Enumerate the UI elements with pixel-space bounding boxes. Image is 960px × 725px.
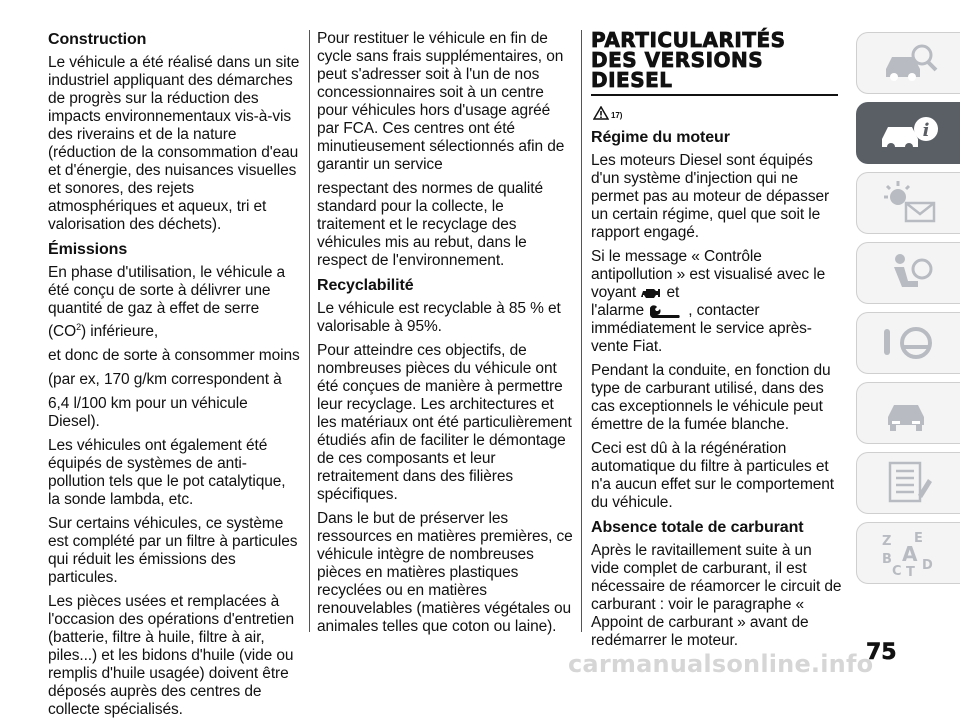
column-left <box>48 30 300 725</box>
paragraph: respectant des normes de qualité standard pour la collecte, le traitement et le recyclage des véhicules mis au rebut, dans le respect de l'environnement. <box>317 180 543 269</box>
construction-text: Le véhicule a été réalisé dans un site industriel appliquant des démarches de progrès sur la réduction des impacts environnementaux vis-à-vis des riverains et de la nature (réduction de la consommation d'eau et d'énergie, des nuisances visuelles et sonores, des rejets atmosphériques et aqueux, tri et valorisation des déchets). <box>48 54 300 233</box>
svg-text:i: i <box>922 120 929 141</box>
svg-text:E: E <box>913 531 923 546</box>
emissions-paragraph: Les véhicules ont également été équipés de systèmes de anti-pollution tels que le pot catalytique, la sonde lambda, etc. <box>48 437 286 509</box>
spanner-alarm-icon <box>648 304 688 318</box>
tab-index[interactable] <box>856 522 960 584</box>
watermark: carmanualsonline.info <box>568 650 874 678</box>
emissions-paragraph: (par ex, 170 g/km correspondent à <box>48 371 282 389</box>
tab-starting-driving[interactable] <box>856 312 960 374</box>
column-separator <box>309 30 310 632</box>
warning-reference <box>593 102 843 120</box>
column-middle <box>317 30 573 642</box>
page-number: 75 <box>866 640 897 665</box>
tab-emergency[interactable] <box>856 382 960 444</box>
tab-safety[interactable] <box>856 242 960 304</box>
recyclability-heading: Recyclabilité <box>317 277 414 294</box>
svg-text:Z: Z <box>881 534 891 549</box>
paragraph: Après le ravitaillement suite à un vide complet de carburant, il est nécessaire de réamorcer le circuit de carburant : voir le paragraphe « Appoint de carburant » avant de redémarrer le moteur. <box>591 542 842 649</box>
car-breakdown-icon <box>876 389 942 437</box>
car-info-icon <box>876 109 942 157</box>
fuel-heading: Absence totale de carburant <box>591 519 804 536</box>
engine-heading: Régime du moteur <box>591 129 730 146</box>
steering-key-icon <box>876 319 942 367</box>
tab-technical-data[interactable] <box>856 102 960 164</box>
emissions-paragraph: Sur certains véhicules, ce système est complété par un filtre à particules qui réduit les émissions des particules. <box>48 515 298 587</box>
tab-maintenance[interactable] <box>856 452 960 514</box>
emissions-paragraph: 6,4 l/100 km pour un véhicule Diesel). <box>48 395 248 431</box>
engine-warning-light-icon <box>640 286 662 300</box>
emissions-paragraph: et donc de sorte à consommer moins <box>48 347 300 365</box>
warning-triangle-icon <box>593 106 609 120</box>
chapter-tabs <box>856 32 960 592</box>
svg-text:D: D <box>921 558 933 573</box>
subscript-two: 2 <box>76 322 82 332</box>
tab-warning-lights[interactable] <box>856 172 960 234</box>
car-magnifier-icon <box>876 39 942 87</box>
warning-lights-icon <box>876 179 942 227</box>
warning-number: 17) <box>611 111 623 120</box>
paragraph: Ceci est dû à la régénération automatique du filtre à particules et n'a aucun effet sur le comportement du véhicule. <box>591 440 835 511</box>
alphabetical-index-icon <box>876 529 942 577</box>
title-underline <box>591 94 838 96</box>
paragraph: Si le message « Contrôle antipollution » est visualisé avec le voyant et l'alarme , contacter immédiatement le service après-vente Fiat. <box>591 248 826 355</box>
svg-text:A: A <box>901 542 917 566</box>
airbag-seat-icon <box>876 249 942 297</box>
paragraph: Pour restituer le véhicule en fin de cycle sans frais supplémentaires, on peut s'adresser soit à l'un de nos concessionnaires soit à un centre pour véhicules hors d'usage agréé par FCA. Ces centres ont été minutieusement sélectionnés afin de garantir un service <box>317 30 565 173</box>
emissions-paragraph: En phase d'utilisation, le véhicule a été conçu de sorte à délivrer une quantité de gaz à effet de serre $(CO^2)$ inférieure, <box>48 264 286 341</box>
svg-text:B: B <box>881 552 892 567</box>
svg-text:T: T <box>905 565 915 577</box>
emissions-heading: Émissions <box>48 241 128 258</box>
construction-heading: Construction <box>48 31 147 48</box>
column-separator <box>581 30 582 632</box>
svg-text:C: C <box>891 564 902 577</box>
paragraph: Dans le but de préserver les ressources en matières premières, ce véhicule intègre de nombreuses pièces en matières plastiques recyclées ou en matières renouvelables (matières végétales ou animales telles que coton ou laine). <box>317 510 573 635</box>
section-title: PARTICULARITÉS DES VERSIONS DIESEL <box>591 28 786 92</box>
paragraph: Pour atteindre ces objectifs, de nombreuses pièces du véhicule ont été conçues de manière à permettre leur recyclage. Les architectures et les matériaux ont été particulièrement étudiés afin de faciliter le démontage de ces composants et leur retraitement dans des filières spécifiques. <box>317 342 572 503</box>
paragraph: Pendant la conduite, en fonction du type de carburant utilisé, dans des cas exceptionnels le véhicule peut émettre de la fumée blanche. <box>591 362 831 433</box>
paragraph: Les moteurs Diesel sont équipés d'un système d'injection qui ne permet pas au moteur de dépasser un certain régime, quel que soit le rapport engagé. <box>591 152 830 241</box>
column-right <box>591 30 843 656</box>
maintenance-checklist-icon <box>876 459 942 507</box>
tab-knowing-car[interactable] <box>856 32 960 94</box>
emissions-paragraph: Les pièces usées et remplacées à l'occasion des opérations d'entretien (batterie, filtre à huile, filtre à air, piles...) et les bidons d'huile (vide ou remplis d'huile usagée) doivent être déposés auprès des centres de collecte spécialisés. <box>48 593 295 719</box>
paragraph: Le véhicule est recyclable à 85 % et valorisable à 95%. <box>317 300 561 335</box>
